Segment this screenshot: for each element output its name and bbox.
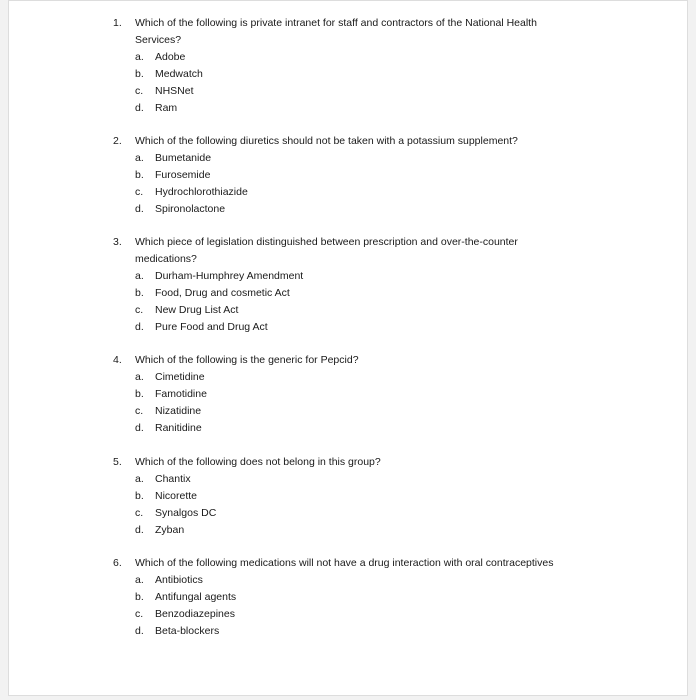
- question-4: [113, 352, 593, 437]
- option-b: [135, 386, 593, 403]
- option-d: [135, 623, 593, 640]
- question-number: 4.: [113, 354, 122, 366]
- option-c: [135, 403, 593, 420]
- option-letter: a.: [135, 51, 144, 63]
- option-letter: d.: [135, 524, 144, 536]
- option-c: [135, 184, 593, 201]
- option-text: Synalgos DC: [155, 507, 217, 519]
- option-text: NHSNet: [155, 85, 194, 97]
- option-b: [135, 167, 593, 184]
- option-letter: b.: [135, 388, 144, 400]
- option-text: Ranitidine: [155, 422, 202, 434]
- option-letter: a.: [135, 270, 144, 282]
- question-text: Which of the following is the generic for Pepcid?: [135, 354, 359, 366]
- option-text: Cimetidine: [155, 371, 205, 383]
- question-number: 1.: [113, 17, 122, 29]
- option-text: Chantix: [155, 473, 191, 485]
- option-text: Bumetanide: [155, 152, 212, 164]
- question-text: Which of the following is private intranet for staff and contractors of the National Health Services?: [135, 17, 537, 46]
- question-text: Which of the following medications will not have a drug interaction with oral contraceptives: [135, 557, 554, 569]
- option-a: [135, 572, 593, 589]
- option-letter: b.: [135, 287, 144, 299]
- question-6: [113, 555, 593, 640]
- option-text: Ram: [155, 102, 178, 114]
- option-c: [135, 505, 593, 522]
- option-letter: a.: [135, 152, 144, 164]
- option-letter: a.: [135, 574, 144, 586]
- document-page: [8, 0, 688, 696]
- option-text: Pure Food and Drug Act: [155, 321, 268, 333]
- option-letter: d.: [135, 422, 144, 434]
- option-text: Famotidine: [155, 388, 207, 400]
- question-1: [113, 15, 593, 117]
- option-d: [135, 522, 593, 539]
- option-a: [135, 471, 593, 488]
- option-text: Nicorette: [155, 490, 198, 502]
- option-text: Food, Drug and cosmetic Act: [155, 287, 290, 299]
- question-text: Which of the following does not belong in this group?: [135, 456, 381, 468]
- option-a: [135, 369, 593, 386]
- option-text: Nizatidine: [155, 405, 202, 417]
- option-letter: b.: [135, 68, 144, 80]
- option-letter: c.: [135, 85, 144, 97]
- question-text: Which piece of legislation distinguished between prescription and over-the-counter medications?: [135, 236, 518, 265]
- option-b: [135, 488, 593, 505]
- option-text: Beta-blockers: [155, 625, 220, 637]
- question-5: [113, 454, 593, 539]
- question-number: 2.: [113, 135, 122, 147]
- option-text: Spironolactone: [155, 203, 226, 215]
- option-b: [135, 285, 593, 302]
- option-d: [135, 319, 593, 336]
- question-number: 5.: [113, 456, 122, 468]
- question-number: 3.: [113, 236, 122, 248]
- option-letter: d.: [135, 625, 144, 637]
- option-d: [135, 420, 593, 437]
- option-text: Antifungal agents: [155, 591, 237, 603]
- option-text: New Drug List Act: [155, 304, 239, 316]
- option-letter: d.: [135, 203, 144, 215]
- option-letter: a.: [135, 473, 144, 485]
- option-text: Benzodiazepines: [155, 608, 235, 620]
- question-number: 6.: [113, 557, 122, 569]
- option-letter: d.: [135, 321, 144, 333]
- option-text: Furosemide: [155, 169, 211, 181]
- option-text: Hydrochlorothiazide: [155, 186, 248, 198]
- question-2: [113, 133, 593, 218]
- option-text: Durham-Humphrey Amendment: [155, 270, 304, 282]
- option-text: Medwatch: [155, 68, 203, 80]
- option-letter: c.: [135, 304, 144, 316]
- option-c: [135, 606, 593, 623]
- question-3: [113, 234, 593, 336]
- option-c: [135, 302, 593, 319]
- option-a: [135, 268, 593, 285]
- option-letter: d.: [135, 102, 144, 114]
- option-b: [135, 589, 593, 606]
- option-text: Zyban: [155, 524, 185, 536]
- option-text: Antibiotics: [155, 574, 203, 586]
- option-letter: b.: [135, 591, 144, 603]
- option-a: [135, 49, 593, 66]
- option-text: Adobe: [155, 51, 186, 63]
- option-letter: b.: [135, 490, 144, 502]
- option-letter: c.: [135, 608, 144, 620]
- option-letter: a.: [135, 371, 144, 383]
- question-text: Which of the following diuretics should not be taken with a potassium supplement?: [135, 135, 518, 147]
- option-d: [135, 201, 593, 218]
- option-letter: c.: [135, 507, 144, 519]
- option-d: [135, 100, 593, 117]
- option-c: [135, 83, 593, 100]
- option-letter: b.: [135, 169, 144, 181]
- option-b: [135, 66, 593, 83]
- option-letter: c.: [135, 405, 144, 417]
- option-a: [135, 150, 593, 167]
- option-letter: c.: [135, 186, 144, 198]
